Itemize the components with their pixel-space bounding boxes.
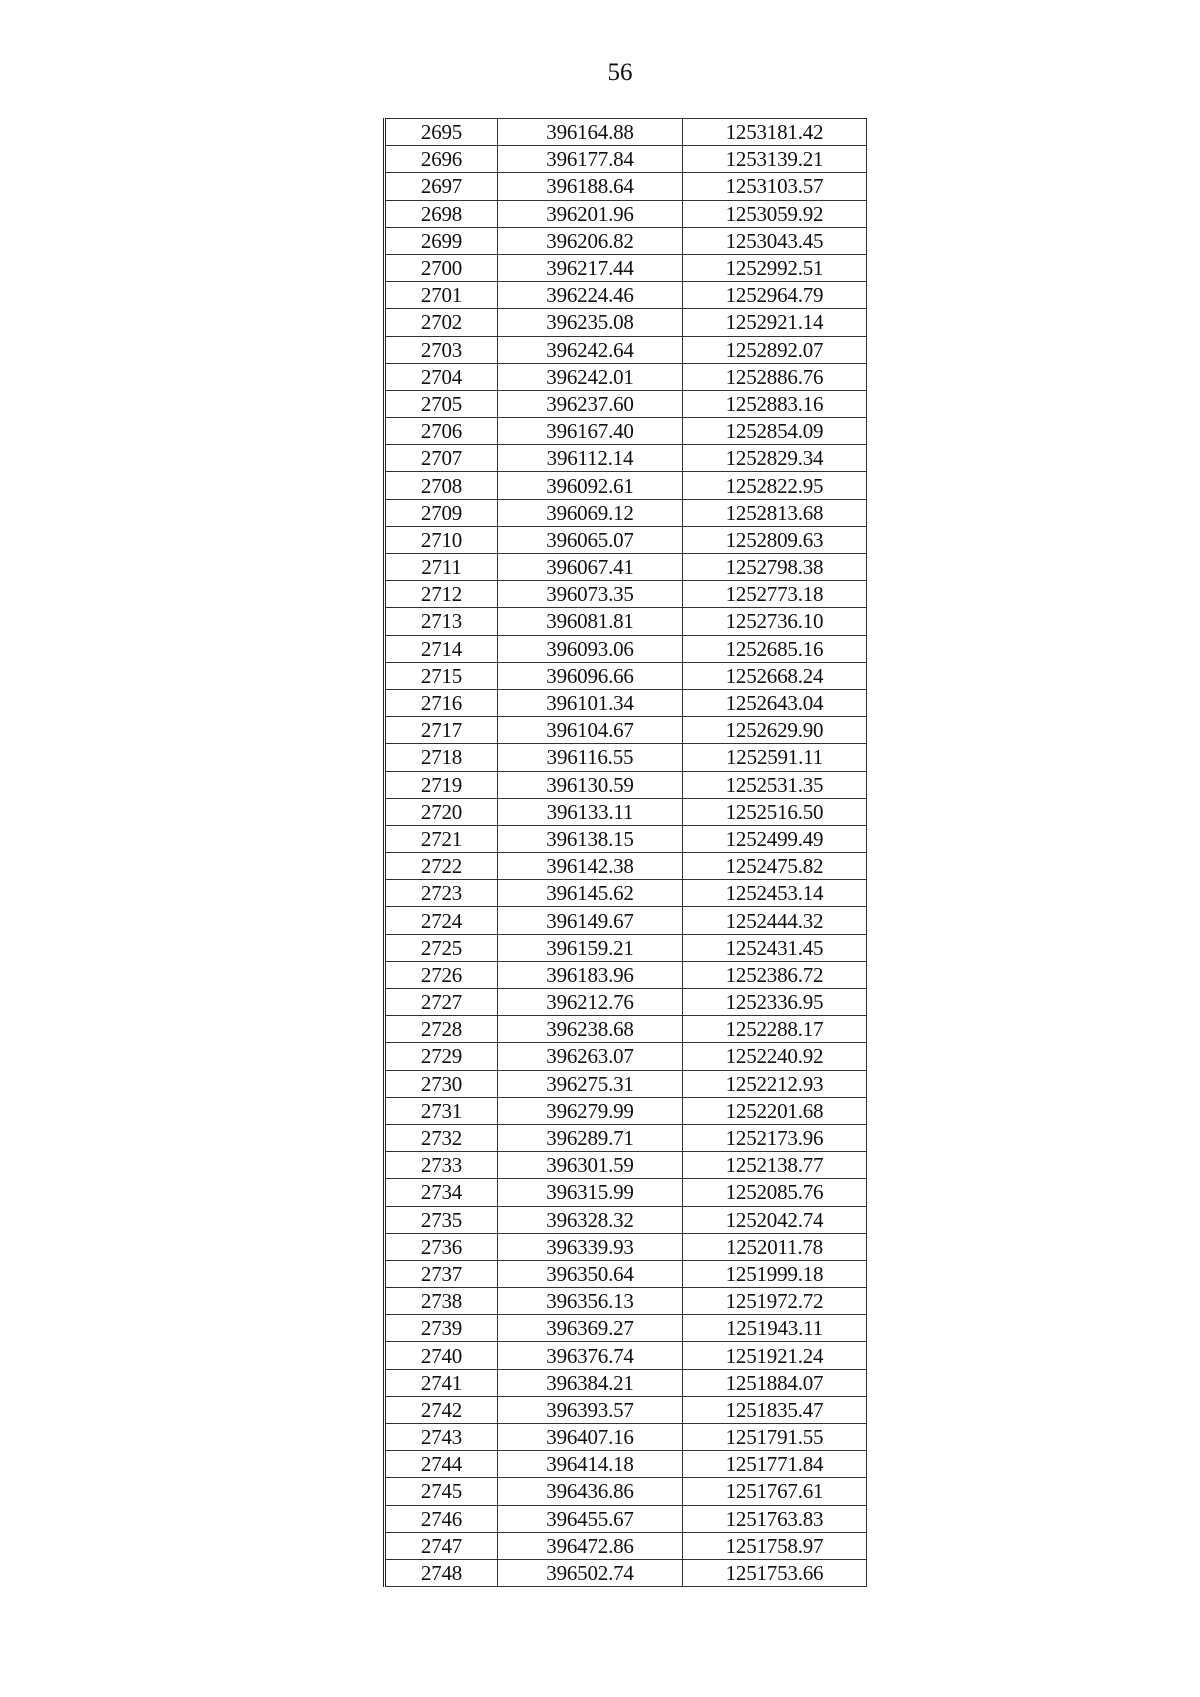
table-row <box>385 1124 867 1151</box>
table-row <box>385 1260 867 1287</box>
x-coordinate-cell: 396238.68 <box>498 1016 683 1043</box>
point-number-cell: 2744 <box>385 1451 498 1478</box>
table-row <box>385 146 867 173</box>
x-coordinate-cell: 396096.66 <box>498 662 683 689</box>
point-number-cell: 2739 <box>385 1315 498 1342</box>
point-number-cell: 2726 <box>385 961 498 988</box>
table-row <box>385 472 867 499</box>
table-row <box>385 1342 867 1369</box>
y-coordinate-cell: 1252138.77 <box>683 1152 867 1179</box>
x-coordinate-cell: 396235.08 <box>498 309 683 336</box>
x-coordinate-cell: 396065.07 <box>498 526 683 553</box>
y-coordinate-cell: 1252201.68 <box>683 1097 867 1124</box>
table-row <box>385 173 867 200</box>
table-row <box>385 1070 867 1097</box>
x-coordinate-cell: 396224.46 <box>498 282 683 309</box>
point-number-cell: 2740 <box>385 1342 498 1369</box>
y-coordinate-cell: 1251972.72 <box>683 1288 867 1315</box>
table-row <box>385 445 867 472</box>
y-coordinate-cell: 1252773.18 <box>683 581 867 608</box>
point-number-cell: 2733 <box>385 1152 498 1179</box>
y-coordinate-cell: 1252240.92 <box>683 1043 867 1070</box>
y-coordinate-cell: 1252822.95 <box>683 472 867 499</box>
y-coordinate-cell: 1251791.55 <box>683 1424 867 1451</box>
point-number-cell: 2709 <box>385 499 498 526</box>
point-number-cell: 2711 <box>385 554 498 581</box>
x-coordinate-cell: 396133.11 <box>498 798 683 825</box>
y-coordinate-cell: 1252591.11 <box>683 744 867 771</box>
table-row <box>385 662 867 689</box>
y-coordinate-cell: 1252829.34 <box>683 445 867 472</box>
table-row <box>385 1233 867 1260</box>
table-row <box>385 989 867 1016</box>
x-coordinate-cell: 396145.62 <box>498 880 683 907</box>
y-coordinate-cell: 1251771.84 <box>683 1451 867 1478</box>
table-row <box>385 744 867 771</box>
x-coordinate-cell: 396237.60 <box>498 390 683 417</box>
table-row <box>385 608 867 635</box>
x-coordinate-cell: 396142.38 <box>498 853 683 880</box>
coordinates-table-body <box>385 119 867 1587</box>
table-row <box>385 934 867 961</box>
table-row <box>385 1206 867 1233</box>
y-coordinate-cell: 1252921.14 <box>683 309 867 336</box>
point-number-cell: 2725 <box>385 934 498 961</box>
y-coordinate-cell: 1253103.57 <box>683 173 867 200</box>
coordinates-table <box>383 118 867 1587</box>
point-number-cell: 2718 <box>385 744 498 771</box>
y-coordinate-cell: 1251999.18 <box>683 1260 867 1287</box>
x-coordinate-cell: 396069.12 <box>498 499 683 526</box>
table-row <box>385 1016 867 1043</box>
point-number-cell: 2731 <box>385 1097 498 1124</box>
point-number-cell: 2735 <box>385 1206 498 1233</box>
y-coordinate-cell: 1251943.11 <box>683 1315 867 1342</box>
page-number: 56 <box>607 59 633 86</box>
point-number-cell: 2702 <box>385 309 498 336</box>
point-number-cell: 2723 <box>385 880 498 907</box>
point-number-cell: 2705 <box>385 390 498 417</box>
point-number-cell: 2730 <box>385 1070 498 1097</box>
y-coordinate-cell: 1252288.17 <box>683 1016 867 1043</box>
x-coordinate-cell: 396263.07 <box>498 1043 683 1070</box>
table-row <box>385 771 867 798</box>
table-row <box>385 635 867 662</box>
y-coordinate-cell: 1252798.38 <box>683 554 867 581</box>
x-coordinate-cell: 396407.16 <box>498 1424 683 1451</box>
point-number-cell: 2727 <box>385 989 498 1016</box>
point-number-cell: 2706 <box>385 418 498 445</box>
point-number-cell: 2747 <box>385 1532 498 1559</box>
y-coordinate-cell: 1252992.51 <box>683 254 867 281</box>
x-coordinate-cell: 396104.67 <box>498 717 683 744</box>
x-coordinate-cell: 396167.40 <box>498 418 683 445</box>
y-coordinate-cell: 1253139.21 <box>683 146 867 173</box>
x-coordinate-cell: 396339.93 <box>498 1233 683 1260</box>
point-number-cell: 2742 <box>385 1396 498 1423</box>
x-coordinate-cell: 396279.99 <box>498 1097 683 1124</box>
x-coordinate-cell: 396212.76 <box>498 989 683 1016</box>
y-coordinate-cell: 1251767.61 <box>683 1478 867 1505</box>
x-coordinate-cell: 396092.61 <box>498 472 683 499</box>
y-coordinate-cell: 1251753.66 <box>683 1559 867 1586</box>
x-coordinate-cell: 396081.81 <box>498 608 683 635</box>
table-row <box>385 363 867 390</box>
point-number-cell: 2703 <box>385 336 498 363</box>
x-coordinate-cell: 396275.31 <box>498 1070 683 1097</box>
table-row <box>385 717 867 744</box>
x-coordinate-cell: 396384.21 <box>498 1369 683 1396</box>
point-number-cell: 2712 <box>385 581 498 608</box>
point-number-cell: 2736 <box>385 1233 498 1260</box>
table-row <box>385 254 867 281</box>
y-coordinate-cell: 1252431.45 <box>683 934 867 961</box>
point-number-cell: 2700 <box>385 254 498 281</box>
x-coordinate-cell: 396183.96 <box>498 961 683 988</box>
y-coordinate-cell: 1251763.83 <box>683 1505 867 1532</box>
table-row <box>385 200 867 227</box>
table-row <box>385 499 867 526</box>
y-coordinate-cell: 1252499.49 <box>683 825 867 852</box>
point-number-cell: 2746 <box>385 1505 498 1532</box>
table-row <box>385 1097 867 1124</box>
point-number-cell: 2732 <box>385 1124 498 1151</box>
table-row <box>385 853 867 880</box>
point-number-cell: 2737 <box>385 1260 498 1287</box>
y-coordinate-cell: 1253059.92 <box>683 200 867 227</box>
y-coordinate-cell: 1252668.24 <box>683 662 867 689</box>
point-number-cell: 2695 <box>385 119 498 146</box>
x-coordinate-cell: 396201.96 <box>498 200 683 227</box>
point-number-cell: 2714 <box>385 635 498 662</box>
x-coordinate-cell: 396289.71 <box>498 1124 683 1151</box>
point-number-cell: 2738 <box>385 1288 498 1315</box>
x-coordinate-cell: 396356.13 <box>498 1288 683 1315</box>
x-coordinate-cell: 396067.41 <box>498 554 683 581</box>
y-coordinate-cell: 1253181.42 <box>683 119 867 146</box>
point-number-cell: 2708 <box>385 472 498 499</box>
table-row <box>385 1288 867 1315</box>
x-coordinate-cell: 396073.35 <box>498 581 683 608</box>
table-row <box>385 1478 867 1505</box>
table-row <box>385 1369 867 1396</box>
point-number-cell: 2698 <box>385 200 498 227</box>
point-number-cell: 2713 <box>385 608 498 635</box>
table-row <box>385 961 867 988</box>
y-coordinate-cell: 1252892.07 <box>683 336 867 363</box>
x-coordinate-cell: 396138.15 <box>498 825 683 852</box>
y-coordinate-cell: 1252516.50 <box>683 798 867 825</box>
table-row <box>385 1152 867 1179</box>
x-coordinate-cell: 396206.82 <box>498 227 683 254</box>
y-coordinate-cell: 1252444.32 <box>683 907 867 934</box>
table-row <box>385 418 867 445</box>
y-coordinate-cell: 1252736.10 <box>683 608 867 635</box>
table-row <box>385 689 867 716</box>
point-number-cell: 2748 <box>385 1559 498 1586</box>
y-coordinate-cell: 1252475.82 <box>683 853 867 880</box>
x-coordinate-cell: 396315.99 <box>498 1179 683 1206</box>
point-number-cell: 2699 <box>385 227 498 254</box>
x-coordinate-cell: 396301.59 <box>498 1152 683 1179</box>
y-coordinate-cell: 1252173.96 <box>683 1124 867 1151</box>
table-row <box>385 1451 867 1478</box>
table-row <box>385 880 867 907</box>
point-number-cell: 2697 <box>385 173 498 200</box>
x-coordinate-cell: 396436.86 <box>498 1478 683 1505</box>
point-number-cell: 2719 <box>385 771 498 798</box>
point-number-cell: 2728 <box>385 1016 498 1043</box>
y-coordinate-cell: 1252629.90 <box>683 717 867 744</box>
point-number-cell: 2715 <box>385 662 498 689</box>
x-coordinate-cell: 396164.88 <box>498 119 683 146</box>
y-coordinate-cell: 1252011.78 <box>683 1233 867 1260</box>
table-row <box>385 390 867 417</box>
table-row <box>385 336 867 363</box>
point-number-cell: 2729 <box>385 1043 498 1070</box>
x-coordinate-cell: 396414.18 <box>498 1451 683 1478</box>
point-number-cell: 2701 <box>385 282 498 309</box>
y-coordinate-cell: 1252813.68 <box>683 499 867 526</box>
table-row <box>385 1532 867 1559</box>
table-row <box>385 227 867 254</box>
y-coordinate-cell: 1252964.79 <box>683 282 867 309</box>
point-number-cell: 2721 <box>385 825 498 852</box>
table-row <box>385 526 867 553</box>
table-row <box>385 1179 867 1206</box>
y-coordinate-cell: 1252386.72 <box>683 961 867 988</box>
x-coordinate-cell: 396455.67 <box>498 1505 683 1532</box>
point-number-cell: 2696 <box>385 146 498 173</box>
point-number-cell: 2724 <box>385 907 498 934</box>
x-coordinate-cell: 396369.27 <box>498 1315 683 1342</box>
table-row <box>385 1424 867 1451</box>
y-coordinate-cell: 1253043.45 <box>683 227 867 254</box>
table-row <box>385 119 867 146</box>
y-coordinate-cell: 1251884.07 <box>683 1369 867 1396</box>
y-coordinate-cell: 1252085.76 <box>683 1179 867 1206</box>
y-coordinate-cell: 1251758.97 <box>683 1532 867 1559</box>
point-number-cell: 2743 <box>385 1424 498 1451</box>
x-coordinate-cell: 396472.86 <box>498 1532 683 1559</box>
x-coordinate-cell: 396159.21 <box>498 934 683 961</box>
x-coordinate-cell: 396116.55 <box>498 744 683 771</box>
x-coordinate-cell: 396188.64 <box>498 173 683 200</box>
x-coordinate-cell: 396350.64 <box>498 1260 683 1287</box>
table-row <box>385 1505 867 1532</box>
y-coordinate-cell: 1252212.93 <box>683 1070 867 1097</box>
y-coordinate-cell: 1252809.63 <box>683 526 867 553</box>
point-number-cell: 2722 <box>385 853 498 880</box>
x-coordinate-cell: 396112.14 <box>498 445 683 472</box>
x-coordinate-cell: 396242.01 <box>498 363 683 390</box>
y-coordinate-cell: 1252042.74 <box>683 1206 867 1233</box>
x-coordinate-cell: 396149.67 <box>498 907 683 934</box>
point-number-cell: 2741 <box>385 1369 498 1396</box>
table-row <box>385 1396 867 1423</box>
point-number-cell: 2717 <box>385 717 498 744</box>
y-coordinate-cell: 1252883.16 <box>683 390 867 417</box>
x-coordinate-cell: 396242.64 <box>498 336 683 363</box>
table-row <box>385 1559 867 1586</box>
point-number-cell: 2716 <box>385 689 498 716</box>
y-coordinate-cell: 1252531.35 <box>683 771 867 798</box>
x-coordinate-cell: 396101.34 <box>498 689 683 716</box>
x-coordinate-cell: 396130.59 <box>498 771 683 798</box>
table-row <box>385 1043 867 1070</box>
y-coordinate-cell: 1251835.47 <box>683 1396 867 1423</box>
x-coordinate-cell: 396217.44 <box>498 254 683 281</box>
point-number-cell: 2720 <box>385 798 498 825</box>
table-row <box>385 1315 867 1342</box>
point-number-cell: 2734 <box>385 1179 498 1206</box>
x-coordinate-cell: 396177.84 <box>498 146 683 173</box>
x-coordinate-cell: 396502.74 <box>498 1559 683 1586</box>
x-coordinate-cell: 396093.06 <box>498 635 683 662</box>
table-row <box>385 309 867 336</box>
x-coordinate-cell: 396376.74 <box>498 1342 683 1369</box>
table-row <box>385 554 867 581</box>
x-coordinate-cell: 396328.32 <box>498 1206 683 1233</box>
x-coordinate-cell: 396393.57 <box>498 1396 683 1423</box>
y-coordinate-cell: 1252643.04 <box>683 689 867 716</box>
table-row <box>385 798 867 825</box>
table-row <box>385 581 867 608</box>
point-number-cell: 2707 <box>385 445 498 472</box>
table-row <box>385 282 867 309</box>
point-number-cell: 2704 <box>385 363 498 390</box>
point-number-cell: 2710 <box>385 526 498 553</box>
y-coordinate-cell: 1252886.76 <box>683 363 867 390</box>
table-row <box>385 825 867 852</box>
y-coordinate-cell: 1251921.24 <box>683 1342 867 1369</box>
y-coordinate-cell: 1252685.16 <box>683 635 867 662</box>
y-coordinate-cell: 1252336.95 <box>683 989 867 1016</box>
table-row <box>385 907 867 934</box>
y-coordinate-cell: 1252453.14 <box>683 880 867 907</box>
y-coordinate-cell: 1252854.09 <box>683 418 867 445</box>
point-number-cell: 2745 <box>385 1478 498 1505</box>
